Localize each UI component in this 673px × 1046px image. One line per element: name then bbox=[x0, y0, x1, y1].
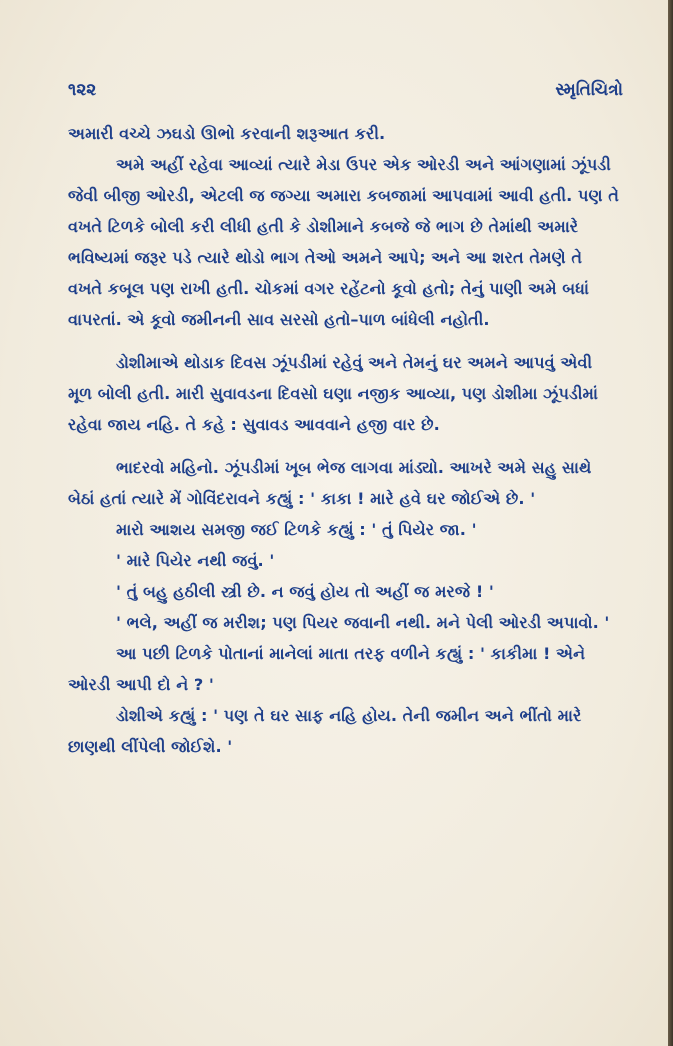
running-head: સ્મૃતિચિત્રો bbox=[555, 80, 623, 100]
paragraph: ' મારે પિયેર નથી જવું. ' bbox=[116, 551, 275, 570]
book-spine-edge bbox=[668, 0, 673, 1046]
page-number: ૧૨૨ bbox=[68, 80, 97, 100]
page-header bbox=[68, 80, 623, 106]
paragraph: ભાદરવો મહિનો. ઝૂંપડીમાં ખૂબ ભેજ લાગવા માંડ્યો. આખરે અમે સહુ સાથે બેઠાં હતાં ત્યારે મેં ગોવિંદરાવને કહ્યું : ' કાકા ! મારે હવે ઘર જોઈએ છે. ' bbox=[68, 458, 592, 508]
paragraph: મારો આશય સમજી જઈ ટિળકે કહ્યું : ' તું પિયેર જા. ' bbox=[116, 520, 477, 539]
paragraph: અમે અહીં રહેવા આવ્યાં ત્યારે મેડા ઉપર એક ઓરડી અને આંગણામાં ઝૂંપડી જેવી બીજી ઓરડી, એટલી જ જગ્યા અમારા કબજામાં આપવામાં આવી હતી. પણ તે વખતે ટિળકે બોલી કરી લીધી હતી કે ડોશીમાને કબજે જે ભાગ છે તેમાંથી અમારે ભવિષ્યમાં જરૂર પડે ત્યારે થોડો ભાગ તેઓ અમને આપે; અને આ શરત તેમણે તે વખતે કબૂલ પણ રાખી હતી. ચોકમાં વગર રહેંટનો કૂવો હતો; તેનું પાણી અમે બધાં વાપરતાં. એ કૂવો જમીનની સાવ સરસો હતો–પાળ બાંધેલી નહોતી. bbox=[68, 155, 619, 329]
paragraph: ' ભલે, અહીં જ મરીશ; પણ પિયર જવાની નથી. મને પેલી ઓરડી અપાવો. ' bbox=[116, 613, 610, 632]
paragraph: ડોશીમાએ થોડાક દિવસ ઝૂંપડીમાં રહેવું અને તેમનું ઘર અમને આપવું એવી મૂળ બોલી હતી. મારી સુવાવડના દિવસો ઘણા નજીક આવ્યા, પણ ડોશીમા ઝૂંપડીમાં રહેવા જાય નહિ. તે કહે : સુવાવડ આવવાને હજી વાર છે. bbox=[68, 353, 598, 434]
body-text bbox=[68, 118, 620, 762]
paragraph: ' તું બહુ હઠીલી સ્ત્રી છે. ન જવું હોય તો અહીં જ મરજે ! ' bbox=[116, 582, 494, 601]
paragraph: અમારી વચ્ચે ઝઘડો ઊભો કરવાની શરૂઆત કરી. bbox=[68, 124, 386, 143]
paragraph: ડોશીએ કહ્યું : ' પણ તે ઘર સાફ નહિ હોય. તેની જમીન અને ભીંતો મારે છાણથી લીંપેલી જોઈશે. ' bbox=[68, 706, 582, 756]
paragraph: આ પછી ટિળકે પોતાનાં માનેલાં માતા તરફ વળીને કહ્યું : ' કાકીમા ! એને ઓરડી આપી દો ને ? ' bbox=[68, 644, 586, 694]
